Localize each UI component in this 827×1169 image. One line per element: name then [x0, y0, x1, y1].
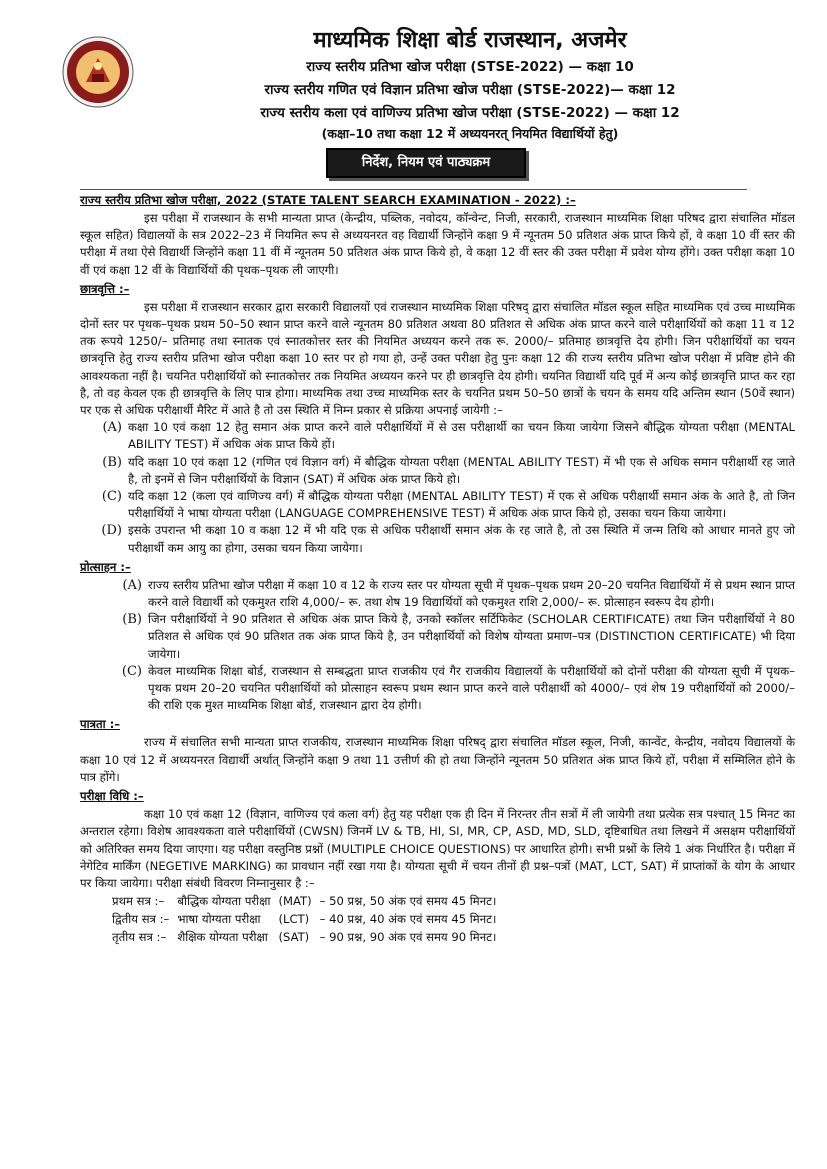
board-logo: [62, 36, 134, 108]
session-code: (LCT): [278, 912, 310, 927]
rule-label: (B): [122, 612, 142, 628]
session-table: [112, 892, 504, 946]
exam-title-class12-science: राज्य स्तरीय गणित एवं विज्ञान प्रतिभा खोज परीक्षा (STSE-2022)— कक्षा 12: [264, 82, 676, 98]
session-name: प्रथम सत्र :–: [112, 894, 165, 909]
session-detail: – 90 प्रश्न, 90 अंक एवं समय 90 मिनट।: [319, 930, 497, 945]
rule-label: (D): [101, 523, 122, 539]
scholarship-rule: [80, 522, 795, 556]
section-tag: निर्देश, नियम एवं पाठ्यक्रम: [326, 148, 526, 178]
incentive-heading: प्रोत्साहन :–: [80, 559, 131, 574]
incentive-rule: [80, 663, 795, 715]
rule-text: कक्षा 10 एवं कक्षा 12 हेतु समान अंक प्राप्त करने वाले परीक्षार्थियों में से उस परीक्षार्थी का चयन किया जायेगा जिसने बौद्धिक योग्यता परीक्षा (MENTAL ABILITY TEST) में अधिक अंक प्राप्त किये हों।: [128, 420, 795, 452]
rule-text: केवल माध्यमिक शिक्षा बोर्ड, राजस्थान से सम्बद्धता प्राप्त राजकीय एवं गैर राजकीय विद्यालयों के परीक्षार्थियों को दोनों परीक्षा की योग्यता सूची में पृथक–पृथक प्रथम 20–20 चयनित परीक्षार्थियों को प्रोत्साहन स्वरूप प्रथम स्थान प्राप्त करने वाले परीक्षार्थी को 4000/– एवं शेष 19 परीक्षार्थियों को 2000/– की राशि एक मुश्त माध्यमिक शिक्षा बोर्ड, राजस्थान द्वारा देय होगी।: [148, 663, 795, 713]
session-name: द्वितीय सत्र :–: [112, 912, 170, 927]
rule-text: राज्य स्तरीय प्रतिभा खोज परीक्षा में कक्षा 10 व 12 के राज्य स्तर पर योग्यता सूची में पृथक–पृथक प्रथम 20–20 चयनित विद्यार्थियों में से प्रथम स्थान प्राप्त करने वाले विद्यार्थी को एकमुश्त राशि 4,000/– रू. तथा शेष 19 विद्यार्थियों को एकमुश्त राशि 2,000/– रू. प्रोत्साहन स्वरूप देय होगी।: [148, 577, 795, 610]
scholarship-paragraph: इस परीक्षा में राजस्थान सरकार द्वारा सरकारी विद्यालयों एवं राजस्थान माध्यमिक शिक्षा परिषद् द्वारा संचालित मॉडल स्कूल सहित माध्यमिक एवं उच्च माध्यमिक दोनों स्तर पर पृथक–पृथक प्रथम 50–50 स्थान प्राप्त करने वाले न्यूनतम 80 प्रतिशत अथवा 80 प्रतिशत से अधिक अंक प्राप्त करने वाले परीक्षार्थियों को कक्षा 11 व 12 तक रूपये 1250/– प्रतिमाह तथा स्नातक एवं स्नातकोत्तर स्तर की नियमित अध्ययन करने तक रू. 2000/– प्रतिमाह छात्रवृत्ति देय होगी। जिन परीक्षार्थियों का चयन छात्रवृत्ति हेतु राज्य स्तरीय प्रतिभा खोज परीक्षा कक्षा 10 स्तर पर हो गया हो, उन्हें उक्त परीक्षा हेतु पुनः कक्षा 12 की राज्य स्तरीय प्रतिभा खोज परीक्षा में प्रविष्ट होने की आवश्यकता नहीं है। चयनित परीक्षार्थियों को स्नातकोत्तर तक नियमित अध्ययन करने पर ही छात्रवृत्ति देय होगी। चयनित विद्यार्थी यदि पूर्व में अन्य कोई छात्रवृत्ति प्राप्त कर रहा है, तो वह केवल एक ही छात्रवृत्ति के लिए पात्र होगा। माध्यमिक तथा उच्च माध्यमिक स्तर के चयनित प्रथम 50–50 छात्रों के चयन के समय यदि अन्तिम स्थान (50वें स्थान) पर एक से अधिक परीक्षार्थी मैरिट में आते है तो उस स्थिति में निम्न प्रकार से प्रक्रिया अपनाई जायेगी :–: [80, 299, 795, 418]
rule-text: इसके उपरान्त भी कक्षा 10 व कक्षा 12 में भी यदि एक से अधिक परीक्षार्थी समान अंक के रह जाते है, तो उस स्थिति में जन्म तिथि को आधार मानते हुए जो परीक्षार्थी कम आयु का होगा, उसका चयन किया जायेगा।: [128, 523, 795, 555]
rule-text: यदि कक्षा 10 एवं कक्षा 12 (गणित एवं विज्ञान वर्ग) में बौद्धिक योग्यता परीक्षा (MENTAL ABILITY TEST) में भी एक से अधिक समान परीक्षार्थी रह जाते है, तो इनमें से जिन परीक्षार्थियों के विज्ञान (SAT) में अधिक अंक प्राप्त किये हो।: [128, 454, 795, 486]
eligibility-heading: पात्रता :–: [80, 717, 121, 732]
scholarship-rule: [80, 488, 795, 522]
rule-text: जिन परीक्षार्थियों ने 90 प्रतिशत से अधिक अंक प्राप्त किये है, उनको स्कॉलर सर्टिफिकेट (SCHOLAR CERTIFICATE) तथा जिन परीक्षार्थियों ने 80 प्रतिशत से अधिक एवं 90 प्रतिशत तक अंक प्राप्त किये है, उन परीक्षार्थियों को विशेष योग्यता प्रमाण–पत्र (DISTINCTION CERTIFICATE) भी दिया जायेगा।: [148, 612, 795, 661]
session-row: [112, 892, 504, 910]
incentive-rule: [80, 611, 795, 663]
method-paragraph: कक्षा 10 एवं कक्षा 12 (विज्ञान, वाणिज्य एवं कला वर्ग) हेतु यह परीक्षा एक ही दिन में निरन्तर तीन सत्रों में ली जायेगी तथा प्रत्येक सत्र पश्चात् 15 मिनट का अन्तराल रहेगा। विशेष आवश्यकता वाले परीक्षार्थियों (CWSN) जिनमें LV & TB, HI, SI, MR, CP, ASD, MD, SLD, दृष्टिबाधित तथा लिखने में असक्षम परीक्षार्थियों को अतिरिक्त समय दिया जाएगा। यह परीक्षा वस्तुनिष्ठ प्रश्नों (MULTIPLE CHOICE QUESTIONS) पर आधारित होगी। सभी प्रश्नों के लिये 1 अंक निर्धारित है। परीक्षा में नेगेटिव मार्किंग (NEGETIVE MARKING) का प्रावधान नहीं रखा गया है। योग्यता सूची में चयन तीनों ही प्रश्न–पत्रों (MAT, LCT, SAT) में प्राप्तांकों के योग के आधार पर किया जायेगा। परीक्षा संबंधी विवरण निम्नानुसार है :–: [80, 807, 795, 890]
rule-label: (A): [102, 420, 122, 436]
document-body: [80, 190, 795, 946]
incentive-rule: [80, 577, 795, 611]
exam-title-class10: राज्य स्तरीय प्रतिभा खोज परीक्षा (STSE-2022) — कक्षा 10: [306, 59, 634, 75]
rule-label: (A): [122, 577, 142, 593]
exam-subtitle: (कक्षा–10 तथा कक्षा 12 में अध्ययनरत् नियमित विद्यार्थियों हेतु): [321, 126, 619, 141]
rule-label: (B): [102, 454, 122, 470]
session-row: [112, 928, 504, 946]
method-heading: परीक्षा विधि :–: [80, 789, 144, 804]
rule-text: यदि कक्षा 12 (कला एवं वाणिज्य वर्ग) में बौद्धिक योग्यता परीक्षा (MENTAL ABILITY TEST) में एक से अधिक परीक्षार्थी समान अंक के आते है, तो जिन परीक्षार्थियों ने भाषा योग्यता परीक्षा (LANGUAGE COMPREHENSIVE TEST) में अधिक अंक प्राप्त किये हो, उसका चयन किया जायेगा।: [128, 489, 795, 521]
session-detail: – 40 प्रश्न, 40 अंक एवं समय 45 मिनट।: [319, 912, 497, 927]
session-name: तृतीय सत्र :–: [112, 930, 167, 945]
session-paper: भाषा योग्यता परीक्षा: [177, 912, 261, 927]
scholarship-rule: [80, 454, 795, 488]
scholarship-heading: छात्रवृत्ति :–: [80, 281, 130, 296]
session-detail: – 50 प्रश्न, 50 अंक एवं समय 45 मिनट।: [319, 894, 497, 909]
session-paper: शैक्षिक योग्यता परीक्षा: [177, 930, 268, 945]
session-row: [112, 910, 504, 928]
intro-paragraph: इस परीक्षा में राजस्थान के सभी मान्यता प्राप्त (केन्द्रीय, पब्लिक, नवोदय, कॉन्वेन्ट, निजी, सरकारी, राजस्थान माध्यमिक शिक्षा परिषद द्वारा संचालित मॉडल स्कूल सहित) विद्यालयों के सत्र 2022–23 में नियमित रूप से अध्ययनरत वह विद्यार्थी जिन्होंने कक्षा 9 में न्यूनतम 50 प्रतिशत अंक प्राप्त किये हों, वे कक्षा 10 वीं स्तर की परीक्षा में तथा ऐसे विद्यार्थी जिन्होंने कक्षा 11 वीं में न्यूनतम 50 प्रतिशत अंक प्राप्त किये हो, वे कक्षा 12 वीं स्तर की उक्त परीक्षा में प्रवेश योग्य होंगे। उक्त परीक्षा कक्षा 10 वीं एवं कक्षा 12 वीं के विद्यार्थियों की पृथक–पृथक ली जाएगी।: [80, 211, 795, 277]
session-paper: बौद्धिक योग्यता परीक्षा: [177, 894, 271, 909]
rule-label: (C): [121, 663, 142, 679]
exam-title-class12-arts: राज्य स्तरीय कला एवं वाणिज्य प्रतिभा खोज परीक्षा (STSE-2022) — कक्षा 12: [260, 105, 680, 121]
session-code: (SAT): [278, 930, 310, 945]
session-code: (MAT): [278, 894, 312, 909]
rule-label: (C): [101, 489, 122, 505]
eligibility-paragraph: राज्य में संचालित सभी मान्यता प्राप्त राजकीय, राजस्थान माध्यमिक शिक्षा परिषद् द्वारा संचालित मॉडल स्कूल, निजी, कान्वेंट, केन्द्रीय, नवोदय विद्यालयों के कक्षा 10 एवं 12 में अध्ययनरत विद्यार्थी अर्थात् जिन्होंने कक्षा 9 तथा 11 उत्तीर्ण की हो तथा जिन्होंने न्यूनतम 50 प्रतिशत अंक प्राप्त किये हों, परीक्षा में सम्मिलित होने के पात्र होंगे।: [80, 735, 795, 784]
intro-heading: राज्य स्तरीय प्रतिभा खोज परीक्षा, 2022 (STATE TALENT SEARCH EXAMINATION - 2022) :–: [80, 193, 576, 207]
scholarship-rule: [80, 419, 795, 453]
board-title: माध्यमिक शिक्षा बोर्ड राजस्थान, अजमेर: [313, 28, 627, 53]
